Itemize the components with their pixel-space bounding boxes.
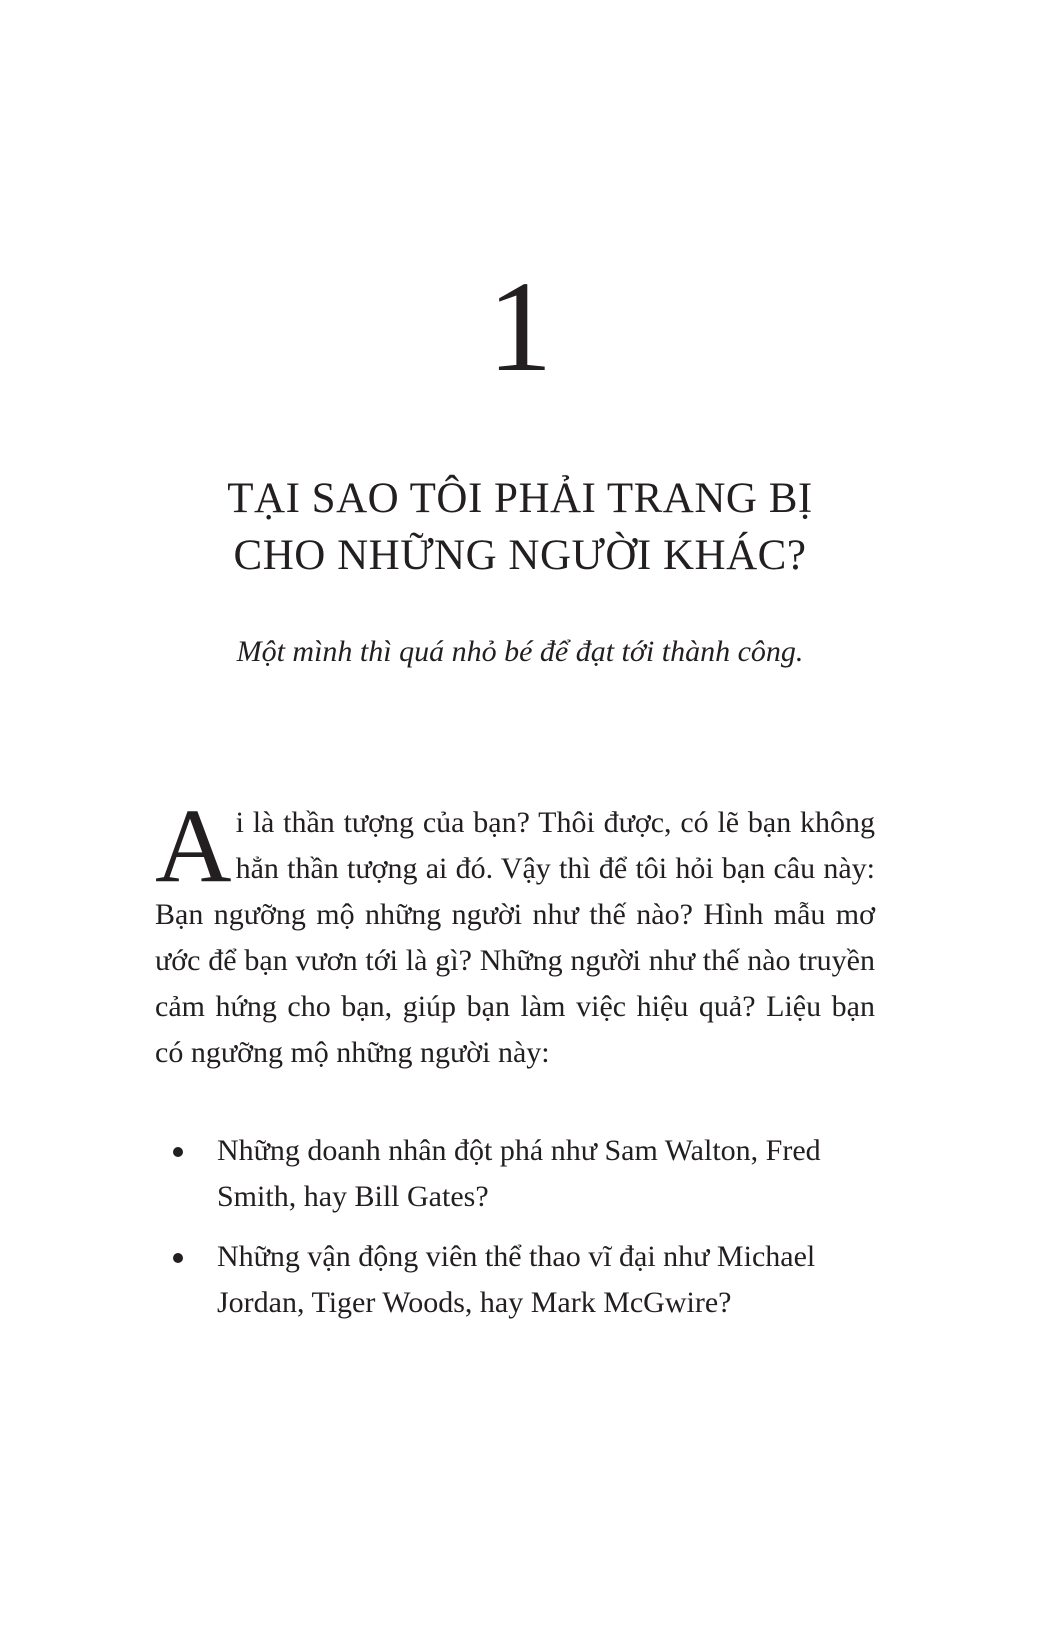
bullet-icon <box>173 1147 183 1157</box>
bullet-icon <box>173 1253 183 1263</box>
list-item <box>155 1234 875 1326</box>
chapter-title-line-2: CHO NHỮNG NGƯỜI KHÁC? <box>233 532 807 579</box>
paragraph-text: i là thần tượng của bạn? Thôi được, có lẽ bạn không hẳn thần tượng ai đó. Vậy thì để tôi hỏi bạn câu này: Bạn ngưỡng mộ những người như thế nào? Hình mẫu mơ ước để bạn vươn tới là gì? Những người như thế nào truyền cảm hứng cho bạn, giúp bạn làm việc hiệu quả? Liệu bạn có ngưỡng mộ những người này: <box>155 806 875 1069</box>
chapter-title <box>0 470 1040 584</box>
bullet-list <box>155 1128 875 1340</box>
list-item-text: Những vận động viên thể thao vĩ đại như Michael Jordan, Tiger Woods, hay Mark McGwire? <box>217 1240 816 1319</box>
drop-cap: A <box>155 787 232 904</box>
list-item <box>155 1128 875 1220</box>
chapter-number: 1 <box>487 255 553 399</box>
list-item-text: Những doanh nhân đột phá như Sam Walton, Fred Smith, hay Bill Gates? <box>217 1134 821 1213</box>
chapter-epigraph: Một mình thì quá nhỏ bé để đạt tới thành công. <box>236 635 804 668</box>
body-paragraph <box>155 787 875 1076</box>
chapter-title-line-1: TẠI SAO TÔI PHẢI TRANG BỊ <box>227 475 813 522</box>
